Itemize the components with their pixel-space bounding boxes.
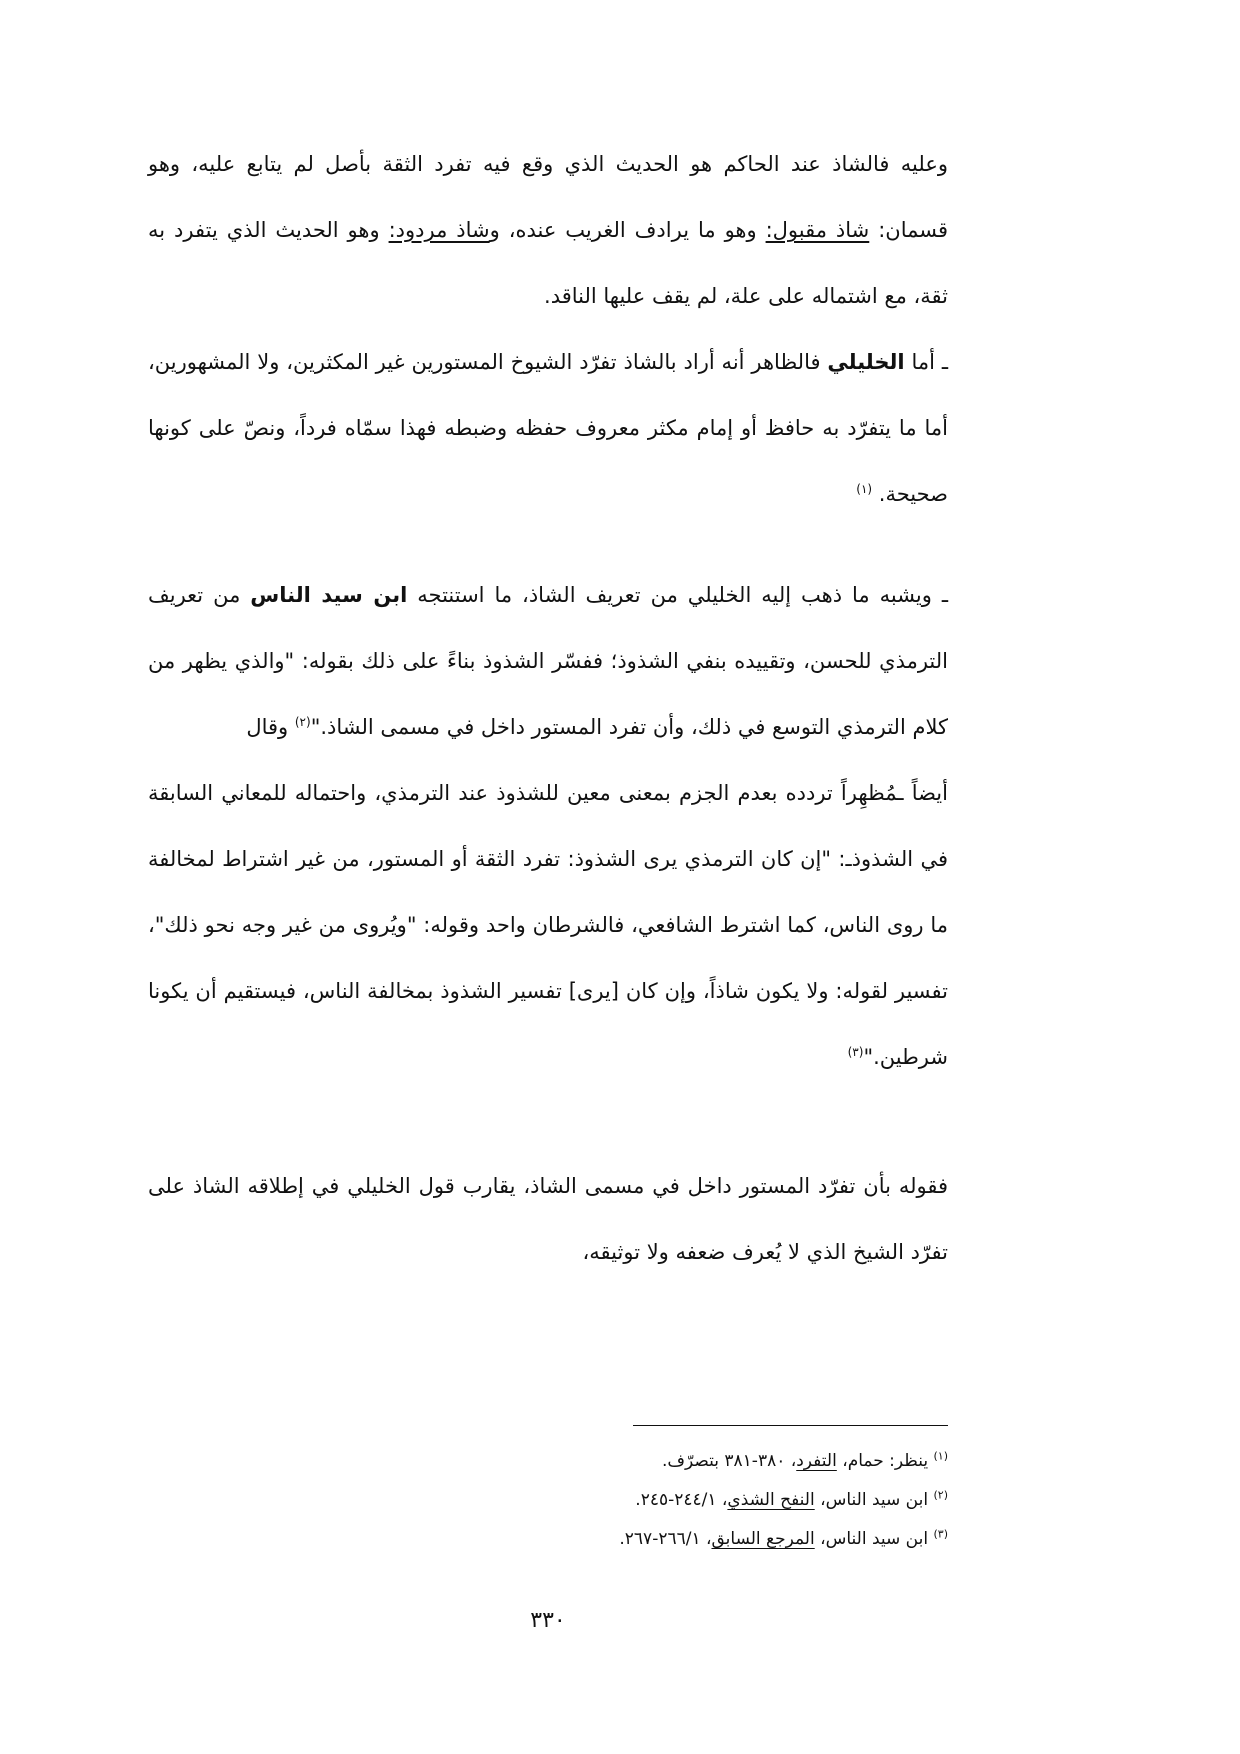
- paragraph-text: فقوله بأن تفرّد المستور داخل في مسمى الشاذ، يقارب قول الخليلي في إطلاقه الشاذ على تفرّد الشيخ الذي لا يُعرف ضعفه ولا توثيقه،: [148, 1174, 948, 1264]
- paragraph-text: فالظاهر أنه أراد بالشاذ تفرّد الشيوخ المستورين غير المكثرين، ولا المشهورين، أما ما يتفرّد به حافظ أو إمام مكثر معروف حفظه وضبطه فهذا سمّاه فرداً، ونصّ على كونها صحيحة.: [148, 350, 948, 506]
- footnote-source-title: المرجع السابق: [711, 1529, 815, 1549]
- paragraph-text: وقال: [246, 715, 295, 739]
- footnote-text: ، ٢٤٤/١-٢٤٥.: [635, 1490, 728, 1510]
- footnote-ref-1[interactable]: (١): [856, 482, 873, 496]
- page-number: ٣٣٠: [530, 1608, 566, 1633]
- footnote-text: ، ٢٦٦/١-٢٦٧.: [619, 1529, 712, 1549]
- footnote-text: ابن سيد الناس،: [814, 1490, 934, 1510]
- bold-name-khalili: الخليلي: [827, 350, 905, 374]
- footnote-text: ، ٣٨٠-٣٨١ بتصرّف.: [661, 1451, 797, 1471]
- footnote-number: (٢): [933, 1488, 948, 1502]
- paragraph-text: من تعريف الترمذي للحسن، وتقييده بنفي الشذوذ؛ ففسّر الشذوذ بناءً على ذلك بقوله: "والذي يظهر من كلام الترمذي التوسع في ذلك، وأن تفرد المستور داخل في مسمى الشاذ.": [148, 583, 948, 739]
- paragraph-text: وعليه فالشاذ عند الحاكم هو الحديث الذي وقع فيه تفرد الثقة بأصل لم يتابع عليه، وهو قسمان:: [148, 152, 949, 242]
- underlined-term-rejected-shadh: شاذ مردود:: [388, 218, 490, 242]
- footnote-number: (١): [933, 1449, 948, 1463]
- footnote-number: (٣): [933, 1527, 948, 1541]
- paragraph-khalili-definition: [148, 329, 948, 527]
- footnote-text: ابن سيد الناس،: [814, 1529, 934, 1549]
- paragraph-text: أيضاً ـمُظهِراً تردده بعدم الجزم بمعنى معين للشذوذ عند الترمذي، واحتماله للمعاني السابقة في الشذوذـ: "إن كان الترمذي يرى الشذوذ: تفرد الثقة أو المستور، من غير اشتراط لمخالفة ما روى الناس، كما اشترط الشافعي، فالشرطان واحد وقوله: "ويُروى من غير وجه نحو ذلك"، تفسير لقوله: ولا يكون شاذاً، وإن كان [يرى] تفسير الشذوذ بمخالفة الناس، فيستقيم أن يكونا شرطين.": [148, 781, 948, 1069]
- underlined-term-accepted-shadh: شاذ مقبول:: [765, 218, 870, 242]
- paragraph-hakim-definition: [148, 131, 948, 329]
- footnote-ref-2[interactable]: (٢): [294, 715, 311, 729]
- footnotes-list: [148, 1442, 948, 1559]
- paragraph-ibn-sayyid-al-nas: [148, 562, 948, 760]
- footnote-source-title: التفرد: [796, 1451, 837, 1471]
- document-page: [148, 0, 948, 1754]
- footnote-item: [148, 1442, 948, 1481]
- paragraph-text: وهو الحديث الذي يتفرد به ثقة، مع اشتماله على علة، لم يقف عليها الناقد.: [148, 218, 948, 308]
- paragraph-text: وهو ما يرادف الغريب عنده، و: [489, 218, 766, 242]
- footnote-item: [148, 1481, 948, 1520]
- paragraph-text: ـ أما: [904, 350, 949, 374]
- footnote-source-title: النفح الشذي: [727, 1490, 815, 1510]
- paragraph-text: ـ ويشبه ما ذهب إليه الخليلي من تعريف الشاذ، ما استنتجه: [407, 583, 949, 607]
- footnote-ref-3[interactable]: (٣): [847, 1045, 864, 1059]
- paragraph-conclusion: [148, 1153, 948, 1285]
- bold-name-ibn-sayyid-al-nas: ابن سيد الناس: [250, 583, 408, 607]
- paragraph-tirmidhi-quote: [148, 760, 948, 1090]
- footnote-text: ينظر: حمام،: [836, 1451, 934, 1471]
- footnote-separator: [633, 1425, 948, 1426]
- footnote-item: [148, 1520, 948, 1559]
